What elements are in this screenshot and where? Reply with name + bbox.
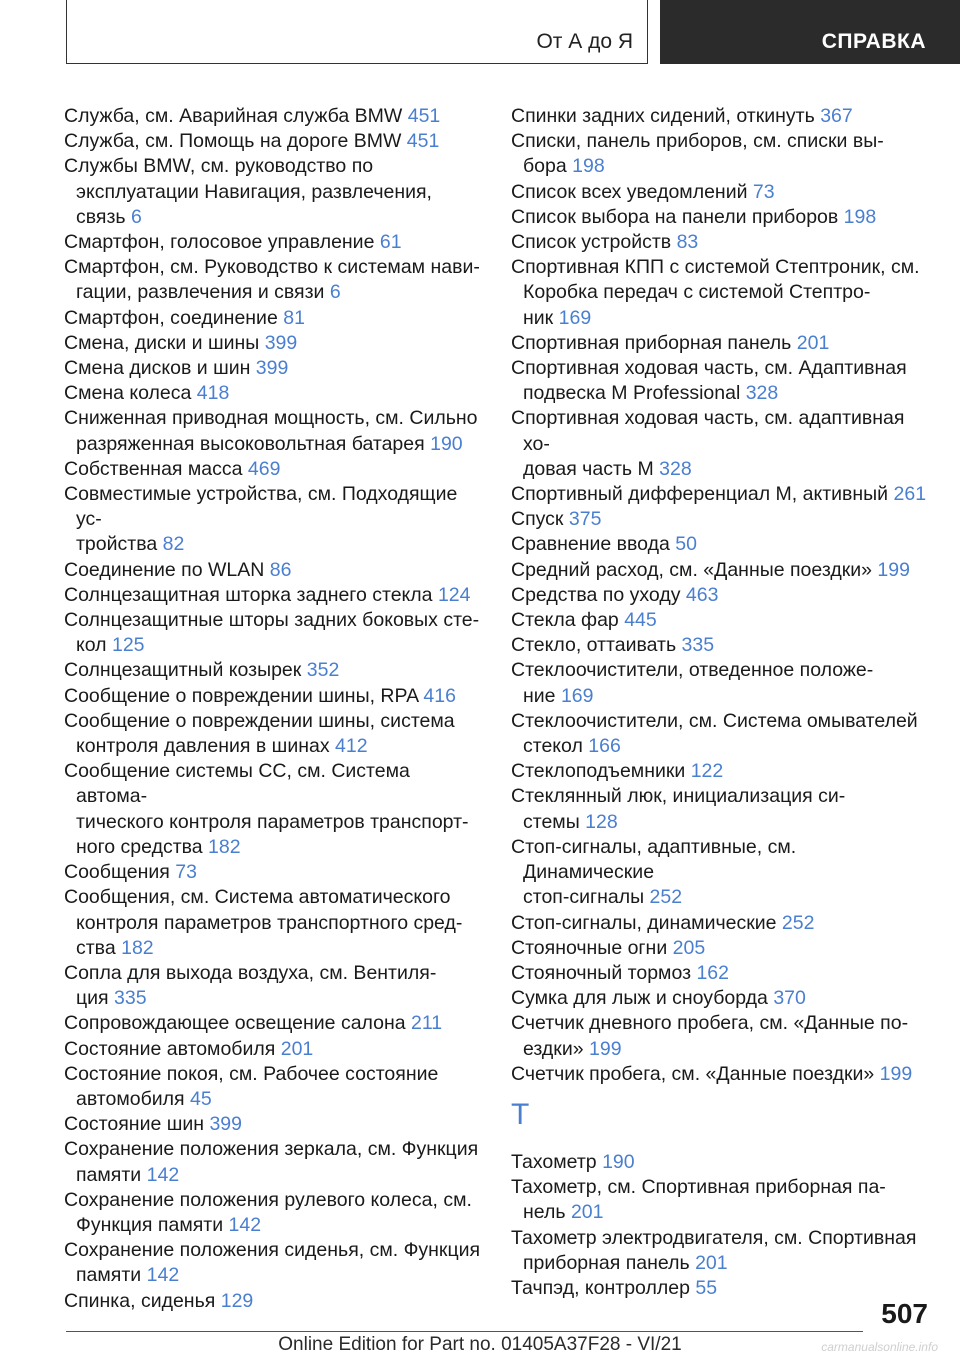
header-section-tab[interactable] xyxy=(660,0,960,64)
index-entry xyxy=(64,759,484,860)
index-entry xyxy=(64,1289,484,1314)
index-entry-text: Солнцезащитные шторы задних боковых сте- кол xyxy=(64,609,480,657)
page-link[interactable]: 190 xyxy=(602,1150,635,1173)
page-link[interactable]: 399 xyxy=(209,1113,242,1136)
index-entry xyxy=(64,961,484,1011)
index-entry xyxy=(511,104,931,129)
page-link[interactable]: 445 xyxy=(624,609,657,632)
page-link[interactable]: 328 xyxy=(659,457,692,480)
index-entry xyxy=(511,230,931,255)
index-entry-text: Соединение по WLAN xyxy=(64,558,265,581)
page-link[interactable]: 169 xyxy=(560,684,594,707)
index-entry xyxy=(64,684,484,709)
page-link[interactable]: 211 xyxy=(411,1012,443,1035)
index-entry xyxy=(64,129,484,154)
page-link[interactable]: 198 xyxy=(572,155,605,178)
index-entry xyxy=(64,709,484,759)
page-link[interactable]: 129 xyxy=(220,1289,254,1312)
index-entry xyxy=(64,230,484,255)
section-letter: Т xyxy=(511,1097,530,1131)
index-entry-text: Состояние шин xyxy=(64,1113,205,1136)
index-entry xyxy=(64,1112,484,1137)
index-entry-text: Список выбора на панели приборов xyxy=(511,205,839,228)
index-entry-text: Спортивная приборная панель xyxy=(511,331,792,354)
index-entry-text: Сообщение о повреждении шины, RPA xyxy=(64,684,418,707)
watermark: carmanualsonline.info xyxy=(821,1340,938,1354)
page-link[interactable]: 50 xyxy=(675,533,697,556)
index-entry-text: Смартфон, см. Руководство к системам нави- гации, развлечения и связи xyxy=(64,256,480,304)
page-link[interactable]: 201 xyxy=(570,1201,604,1224)
index-entry xyxy=(511,1276,931,1301)
index-entry-text: Сумка для лыж и сноуборда xyxy=(511,987,768,1010)
page-link[interactable]: 412 xyxy=(335,735,368,758)
index-entry-text: Солнцезащитный козырек xyxy=(64,659,302,682)
index-entry xyxy=(511,1062,931,1087)
header-section-label: СПРАВКА xyxy=(821,30,926,53)
page-link[interactable]: 469 xyxy=(247,457,281,480)
page-link[interactable]: 201 xyxy=(695,1251,728,1274)
index-entry xyxy=(511,1150,931,1175)
index-entry xyxy=(511,658,931,708)
index-entry-text: Спуск xyxy=(511,508,564,531)
page-link[interactable]: 399 xyxy=(264,331,298,354)
index-entry xyxy=(511,759,931,784)
index-entry-text: Стекло, оттаивать xyxy=(511,634,677,657)
index-entry-text: Сохранение положения сиденья, см. Функция памяти xyxy=(64,1239,481,1287)
index-entry xyxy=(511,482,931,507)
page-link[interactable]: 45 xyxy=(190,1087,212,1110)
header-breadcrumb-box xyxy=(66,0,648,64)
index-entry-text: Стоп-сигналы, динамические xyxy=(511,911,777,934)
index-entry xyxy=(64,1238,484,1288)
index-entry xyxy=(64,331,484,356)
page-link[interactable]: 81 xyxy=(283,306,305,329)
index-entry-text: Стеклоочистители, отведенное положе- ние xyxy=(511,659,874,707)
page-link[interactable]: 190 xyxy=(430,432,463,455)
index-entry xyxy=(64,1188,484,1238)
index-entry-text: Стеклоочистители, см. Система омывателей стекол xyxy=(511,709,918,758)
index-entry xyxy=(64,154,484,230)
index-entry-text: Средства по уходу xyxy=(511,583,681,606)
page-link[interactable]: 418 xyxy=(196,382,230,405)
index-entry-text: Тахометр электродвигателя, см. Спортивная приборная панель xyxy=(511,1226,917,1274)
index-entry-text: Стеклоподъемники xyxy=(511,760,686,783)
index-group-t xyxy=(511,1150,931,1301)
page-link[interactable]: 142 xyxy=(146,1163,180,1186)
index-entry-text: Сохранение положения рулевого колеса, см. Функция памяти xyxy=(64,1188,472,1236)
index-entry xyxy=(511,205,931,230)
index-entry xyxy=(511,406,931,482)
index-entry xyxy=(64,1137,484,1187)
page-link[interactable]: 261 xyxy=(893,483,927,506)
index-entry xyxy=(511,961,931,986)
index-entry xyxy=(511,558,931,583)
index-entry-text: Состояние автомобиля xyxy=(64,1037,276,1060)
index-entry xyxy=(64,1062,484,1112)
index-entry xyxy=(64,104,484,129)
index-entry xyxy=(64,482,484,558)
page-link[interactable]: 162 xyxy=(696,961,729,984)
index-entry xyxy=(64,608,484,658)
index-entry-text: Служба, см. Аварийная служба BMW xyxy=(64,105,403,127)
index-entry-text: Сопровождающее освещение салона xyxy=(64,1012,406,1035)
index-entry xyxy=(511,532,931,557)
index-entry xyxy=(511,331,931,356)
index-entry-text: Списки, панель приборов, см. списки вы- бора xyxy=(511,130,884,178)
page-link[interactable]: 73 xyxy=(752,180,775,203)
index-entry-text: Служба, см. Помощь на дороге BMW xyxy=(64,130,402,153)
index-entry xyxy=(64,860,484,885)
index-entry xyxy=(64,658,484,683)
page-link[interactable]: 451 xyxy=(407,105,441,127)
page-link[interactable]: 125 xyxy=(111,634,145,657)
page-link[interactable]: 73 xyxy=(175,861,197,884)
page-link[interactable]: 252 xyxy=(781,911,815,934)
index-entry-text: Сохранение положения зеркала, см. Функция памяти xyxy=(64,1138,479,1186)
page-link[interactable]: 128 xyxy=(585,810,618,833)
page-link[interactable]: 55 xyxy=(695,1276,718,1299)
index-entry xyxy=(511,356,931,406)
page-link[interactable]: 335 xyxy=(114,987,147,1010)
index-entry xyxy=(511,608,931,633)
index-entry-text: Смена, диски и шины xyxy=(64,331,260,354)
index-entry-text: Спортивная ходовая часть, см. Адаптивная подвеска M Professional xyxy=(511,357,907,405)
page-link[interactable]: 82 xyxy=(162,533,185,556)
footer-divider xyxy=(66,1331,863,1332)
page-link[interactable]: 142 xyxy=(228,1213,262,1236)
index-entry xyxy=(511,835,931,911)
page-link[interactable]: 86 xyxy=(269,558,292,581)
index-entry-text: Список устройств xyxy=(511,231,672,254)
page-link[interactable]: 169 xyxy=(558,306,592,329)
index-column-right xyxy=(511,104,931,1301)
page-link[interactable]: 6 xyxy=(329,281,341,304)
page-number: 507 xyxy=(881,1298,928,1329)
page-link[interactable]: 182 xyxy=(121,936,154,959)
page-link[interactable]: 182 xyxy=(208,835,241,858)
index-entry-text: Сообщение о повреждении шины, система контроля давления в шинах xyxy=(64,709,455,758)
page-link[interactable]: 399 xyxy=(255,357,289,380)
index-entry xyxy=(64,1011,484,1036)
index-entry-text: Спортивная ходовая часть, см. адаптивная хо- довая часть M xyxy=(511,407,905,480)
index-entry-text: Смартфон, голосовое управление xyxy=(64,231,375,254)
index-column-left xyxy=(64,104,484,1314)
header-breadcrumb[interactable]: От А до Я xyxy=(536,30,633,53)
index-entry xyxy=(511,129,931,179)
index-entry-text: Спинки задних сидений, откинуть xyxy=(511,105,815,127)
index-entry-text: Стеклянный люк, инициализация си- стемы xyxy=(511,785,846,833)
index-entry xyxy=(511,1011,931,1061)
page-link[interactable]: 199 xyxy=(589,1037,622,1060)
index-entry-text: Спортивная КПП с системой Стептроник, см. Коробка передач с системой Стептро- ник xyxy=(511,256,920,329)
page-link[interactable]: 122 xyxy=(690,760,724,783)
index-entry-text: Список всех уведомлений xyxy=(511,180,748,203)
index-entry xyxy=(511,784,931,834)
index-entry xyxy=(64,255,484,305)
page-link[interactable]: 199 xyxy=(877,558,910,581)
page-link[interactable]: 416 xyxy=(423,684,456,707)
index-entry-text: Спинка, сиденья xyxy=(64,1289,216,1312)
index-entry-text: Смартфон, соединение xyxy=(64,306,278,329)
index-entry-text: Счетчик пробега, см. «Данные поездки» xyxy=(511,1062,875,1085)
page-link[interactable]: 199 xyxy=(879,1062,913,1085)
index-entry-text: Средний расход, см. «Данные поездки» xyxy=(511,558,872,581)
index-entry-text: Службы BMW, см. руководство по эксплуатации Навигация, развлечения, связь xyxy=(64,155,432,228)
page-link[interactable]: 6 xyxy=(130,205,142,228)
page-link[interactable]: 124 xyxy=(437,583,471,606)
index-entry-text: Сопла для выхода воздуха, см. Вентиля- ция xyxy=(64,961,437,1010)
index-entry-text: Сообщения, см. Система автоматического контроля параметров транспортного сред- ства xyxy=(64,886,463,959)
index-entry xyxy=(64,558,484,583)
index-entry-text: Стояночные огни xyxy=(511,936,668,959)
index-entry xyxy=(511,709,931,759)
index-entry-text: Совместимые устройства, см. Подходящие ус- тройства xyxy=(64,483,458,556)
page-link[interactable]: 201 xyxy=(280,1037,314,1060)
index-entry-text: Сообщения xyxy=(64,861,170,884)
page-link[interactable]: 370 xyxy=(773,987,806,1010)
index-entry xyxy=(511,1226,931,1276)
index-entry-text: Собственная масса xyxy=(64,457,243,480)
index-entry xyxy=(64,457,484,482)
page-link[interactable]: 328 xyxy=(745,382,779,405)
page-link[interactable]: 335 xyxy=(681,634,715,657)
index-group-s xyxy=(511,104,931,1087)
page-link[interactable]: 205 xyxy=(672,936,706,959)
index-entry xyxy=(511,911,931,936)
index-entry-text: Тачпэд, контроллер xyxy=(511,1276,690,1299)
index-entry-text: Тахометр, см. Спортивная приборная па- нель xyxy=(511,1176,886,1224)
index-entry xyxy=(64,381,484,406)
index-entry xyxy=(64,356,484,381)
index-entry-text: Стояночный тормоз xyxy=(511,961,692,984)
index-entry-text: Смена дисков и шин xyxy=(64,357,251,380)
page-link[interactable]: 201 xyxy=(796,331,830,354)
footer-edition: Online Edition for Part no. 01405A37F28 - VI/21 xyxy=(278,1334,682,1355)
index-entry-text: Солнцезащитная шторка заднего стекла xyxy=(64,583,433,606)
index-entry-text: Сообщение системы CC, см. Система автома- тического контроля параметров транспорт- ного средства xyxy=(64,760,469,858)
index-entry xyxy=(64,1037,484,1062)
index-entry-text: Сравнение ввода xyxy=(511,533,670,556)
page-link[interactable]: 367 xyxy=(820,105,853,127)
index-entry xyxy=(511,986,931,1011)
index-entry-text: Состояние покоя, см. Рабочее состояние автомобиля xyxy=(64,1062,439,1110)
page-link[interactable]: 198 xyxy=(843,205,877,228)
index-entry-text: Сниженная приводная мощность, см. Сильно разряженная высоковольтная батарея xyxy=(64,407,478,455)
index-entry xyxy=(511,255,931,331)
index-entry-text: Счетчик дневного пробега, см. «Данные по- ездки» xyxy=(511,1012,909,1060)
index-entry xyxy=(511,583,931,608)
index-entry xyxy=(64,885,484,961)
page-link[interactable]: 352 xyxy=(306,659,340,682)
page-link[interactable]: 61 xyxy=(379,231,402,254)
page-link[interactable]: 463 xyxy=(685,583,719,606)
index-entry xyxy=(511,180,931,205)
page-link[interactable]: 252 xyxy=(649,886,683,909)
index-entry-text: Стекла фар xyxy=(511,609,619,632)
index-entry-text: Тахометр xyxy=(511,1150,597,1173)
index-entry-text: Смена колеса xyxy=(64,382,192,405)
page-link[interactable]: 83 xyxy=(676,231,699,254)
index-entry xyxy=(64,406,484,456)
index-entry xyxy=(511,633,931,658)
index-entry xyxy=(64,306,484,331)
index-entry-text: Стоп-сигналы, адаптивные, см. Динамические стоп-сигналы xyxy=(511,835,797,909)
index-entry xyxy=(511,1175,931,1225)
index-entry xyxy=(64,583,484,608)
page-link[interactable]: 142 xyxy=(146,1264,180,1287)
index-entry xyxy=(511,507,931,532)
page-link[interactable]: 451 xyxy=(406,130,440,153)
index-entry xyxy=(511,936,931,961)
page-link[interactable]: 375 xyxy=(568,508,602,531)
index-entry-text: Спортивный дифференциал M, активный xyxy=(511,483,889,506)
page-link[interactable]: 166 xyxy=(588,735,621,758)
